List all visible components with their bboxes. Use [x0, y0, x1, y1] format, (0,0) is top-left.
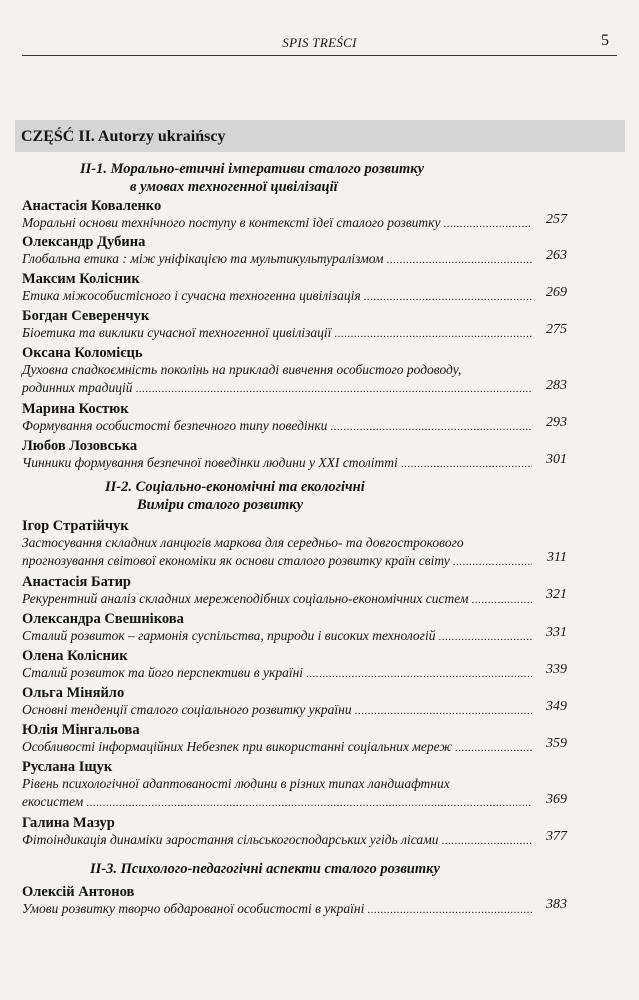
- entry-title: [22, 534, 532, 571]
- entry-author: Богдан Северенчук: [22, 308, 150, 324]
- entry-author: Юлія Мінгальова: [22, 722, 140, 738]
- entry-author: Марина Костюк: [22, 401, 129, 417]
- section-title: [90, 860, 440, 878]
- entry-page-number: 283: [546, 378, 567, 393]
- entry-author: Олексій Антонов: [22, 884, 135, 900]
- entry-title-line: Біоетика та виклики сучасної техногенної цивілізації: [22, 325, 332, 340]
- entry-title-line: Рекурентний аналіз складних мережеподібних соціально-економічних систем: [22, 591, 469, 606]
- entry-title: [22, 701, 532, 720]
- entry-page-number: 257: [546, 212, 567, 227]
- part-title: CZĘŚĆ II. Autorzy ukraińscy: [21, 128, 226, 145]
- entry-title: [22, 287, 532, 306]
- entry-title-line: Моральні основи технічного поступу в контексті ідеї сталого розвитку: [22, 215, 441, 230]
- entry-title-line: Основні тенденції сталого соціального розвитку україни: [22, 702, 352, 717]
- entry-title: [22, 361, 532, 398]
- entry-page-number: 349: [546, 699, 567, 714]
- section-title: [105, 478, 365, 514]
- entry-page-number: 377: [546, 829, 567, 844]
- entry-title-line: Особливості інформаційних Небезпек при використанні соціальних мереж: [22, 739, 452, 754]
- entry-title-line: Сталий розвиток та його перспективи в україні: [22, 665, 304, 680]
- entry-page-number: 311: [547, 550, 567, 565]
- entry-page-number: 339: [546, 662, 567, 677]
- entry-title-line: Духовна спадкоємність поколінь на прикладі вивчення особистого родоводу,: [22, 362, 462, 377]
- entry-author: Анастасія Коваленко: [22, 198, 162, 214]
- entry-author: Оксана Коломієць: [22, 345, 143, 361]
- entry-title: [22, 250, 532, 269]
- section-title-line: ІІ-3. Психолого-педагогічні аспекти сталого розвитку: [90, 861, 440, 877]
- entry-author: Ольга Міняйло: [22, 685, 125, 701]
- entry-author: Максим Колісник: [22, 271, 140, 287]
- entry-page-number: 269: [546, 285, 567, 300]
- entry-page-number: 321: [546, 587, 567, 602]
- entry-author: Олена Колісник: [22, 648, 128, 664]
- entry-title: [22, 417, 532, 436]
- section-title-line: ІІ-1. Морально-етичні імперативи сталого розвитку: [80, 161, 425, 177]
- entry-title-line: Рівень психологічної адаптованості людини в різних типах ландшафтних: [22, 776, 450, 791]
- entry-title-line: екосистем: [22, 794, 84, 809]
- section-title-line: ІІ-2. Соціально-економічні та екологічні: [105, 479, 365, 495]
- entry-page-number: 359: [546, 736, 567, 751]
- entry-title: [22, 590, 532, 609]
- section-title: [80, 160, 424, 196]
- entry-author: Руслана Іщук: [22, 759, 113, 775]
- entry-author: Олександра Свешнікова: [22, 611, 184, 627]
- running-header: [22, 33, 617, 56]
- entry-page-number: 301: [546, 452, 567, 467]
- section-title-line: в умовах техногенної цивілізації: [130, 179, 338, 195]
- entry-title-line: Фітоіндикація динаміки заростання сільськогосподарських угідь лісами: [22, 832, 439, 847]
- entry-title: [22, 454, 532, 473]
- page-number: 5: [601, 32, 609, 49]
- entry-title-line: Застосування складних ланцюгів маркова для середньо- та довгострокового: [22, 535, 464, 550]
- entry-title-line: Сталий розвиток – гармонія суспільства, природи і високих технологій: [22, 628, 436, 643]
- entry-title-line: прогнозування світової економіки як основи сталого розвитку країн світу: [22, 553, 450, 568]
- entry-page-number: 293: [546, 415, 567, 430]
- entry-title-line: Формування особистості безпечного типу поведінки: [22, 418, 328, 433]
- entry-page-number: 369: [546, 792, 567, 807]
- entry-title: [22, 214, 532, 233]
- running-title: SPIS TREŚCI: [282, 35, 357, 50]
- entry-title: [22, 627, 532, 646]
- entry-title: [22, 738, 532, 757]
- entry-title-line: Умови розвитку творчо обдарованої особистості в україні: [22, 901, 365, 916]
- entry-title: [22, 900, 532, 919]
- entry-title: [22, 831, 532, 850]
- entry-page-number: 263: [546, 248, 567, 263]
- entry-title-line: Чинники формування безпечної поведінки людини у ХХІ столітті: [22, 455, 398, 470]
- entry-author: Ігор Стратійчук: [22, 518, 129, 534]
- entry-page-number: 331: [546, 625, 567, 640]
- entry-page-number: 275: [546, 322, 567, 337]
- entry-title-line: родинних традицій: [22, 380, 133, 395]
- entry-title: [22, 664, 532, 683]
- entry-author: Галина Мазур: [22, 815, 115, 831]
- entry-author: Любов Лозовська: [22, 438, 138, 454]
- entry-page-number: 383: [546, 897, 567, 912]
- section-title-line: Виміри сталого розвитку: [137, 497, 304, 513]
- entry-title: [22, 775, 532, 812]
- entry-title-line: Глобальна етика : між уніфікацією та мультикультуралізмом: [22, 251, 384, 266]
- entry-author: Олександр Дубина: [22, 234, 146, 250]
- entry-title-line: Етика міжособистісного і сучасна техногенна цивілізація: [22, 288, 361, 303]
- entry-title: [22, 324, 532, 343]
- entry-author: Анастасія Батир: [22, 574, 131, 590]
